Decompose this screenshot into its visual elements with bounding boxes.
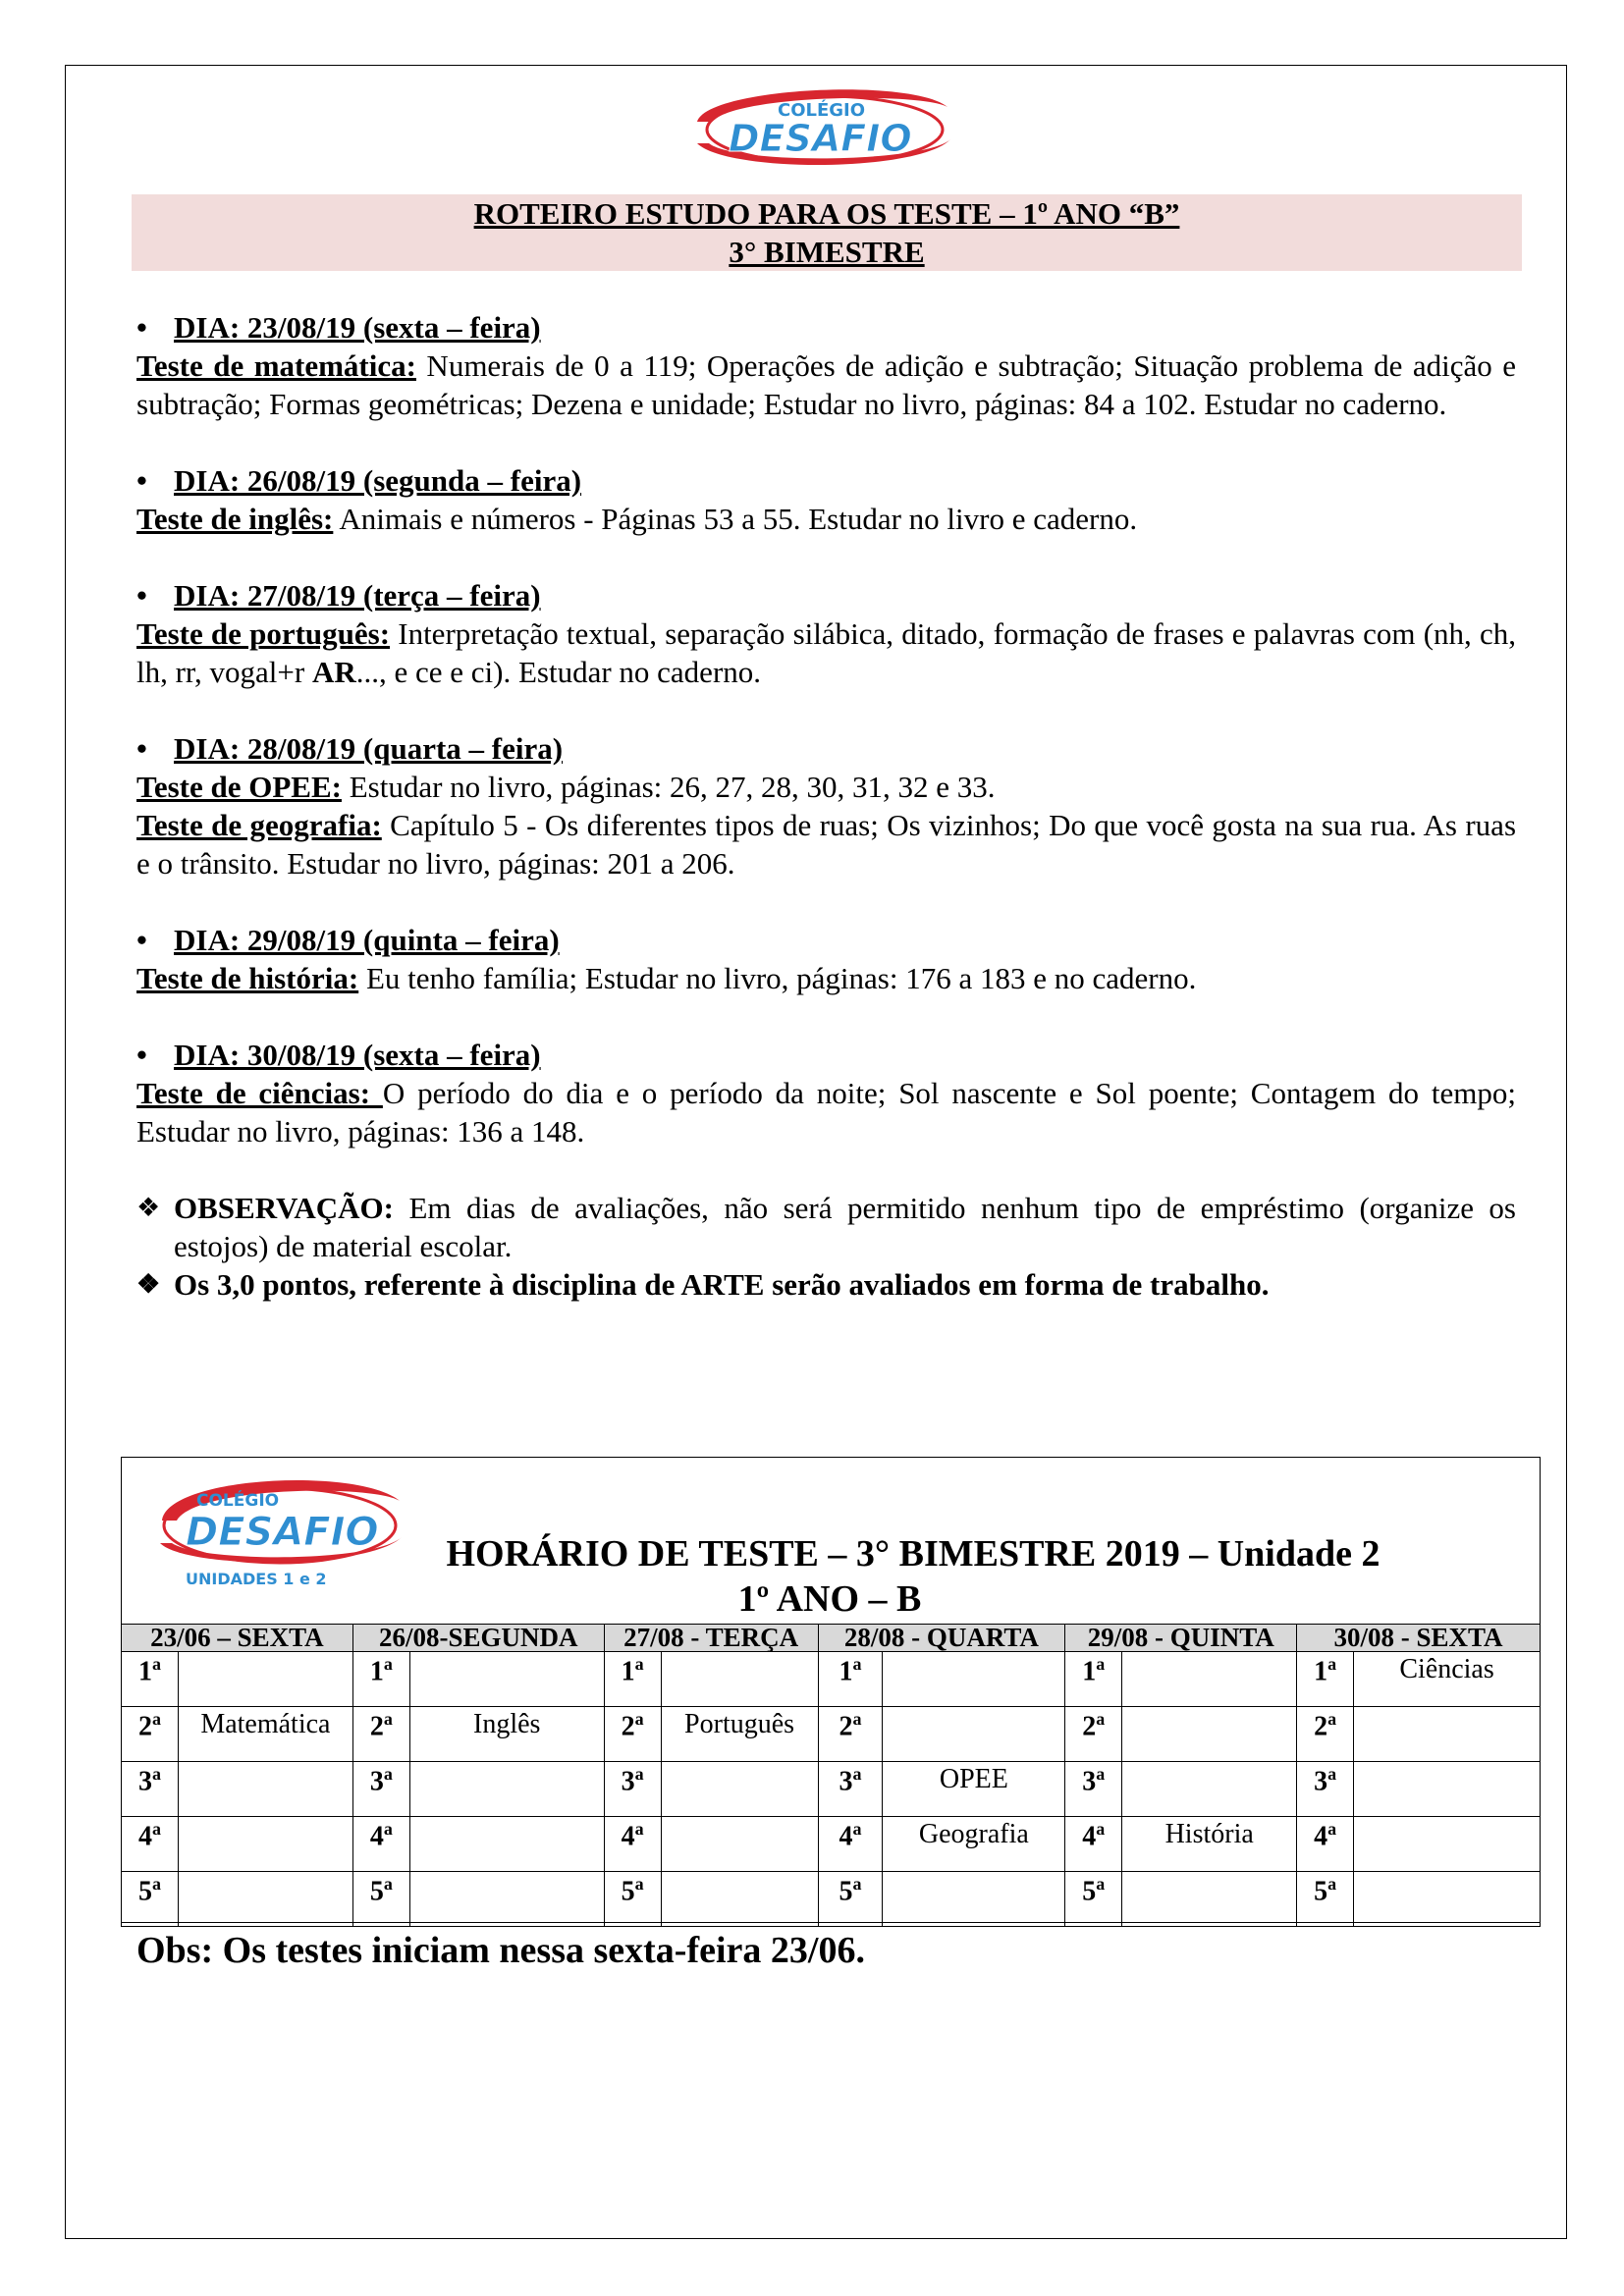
schedule-table [121, 1624, 1541, 1927]
subject-cell [661, 1652, 818, 1707]
day-heading: • DIA: 28/08/19 (quarta – feira) [136, 731, 564, 766]
subject-cell [661, 1817, 818, 1872]
subject-cell [883, 1652, 1065, 1707]
subject-entry: Teste de inglês: Animais e números - Páginas 53 a 55. Estudar no livro e caderno. [136, 502, 1138, 536]
schedule-title: HORÁRIO DE TESTE – 3° BIMESTRE 2019 – Unidade 2 [446, 1533, 1380, 1575]
period-number: 4$^a$ [604, 1817, 661, 1872]
day-section [136, 729, 1516, 882]
subject-entry: Teste de ciências: O período do dia e o período da noite; Sol nascente e Sol poente; Contagem do tempo; Estudar no livro, páginas: 136 a 148. [136, 1076, 1516, 1148]
period-number: 4$^a$ [1065, 1817, 1122, 1872]
subject-cell [661, 1762, 818, 1817]
subject-cell: Português [661, 1707, 818, 1762]
bullet-icon: • [136, 463, 147, 498]
subject-entry: Teste de história: Eu tenho família; Estudar no livro, páginas: 176 a 183 e no caderno. [136, 961, 1197, 995]
subject-cell [409, 1872, 604, 1927]
subject-cell: Matemática [178, 1707, 352, 1762]
table-row [122, 1817, 1541, 1872]
period-number: 2$^a$ [1297, 1707, 1354, 1762]
subject-cell [1354, 1817, 1541, 1872]
logo-text-desafio: DESAFIO [729, 117, 912, 160]
subject-entry: Teste de OPEE: Estudar no livro, páginas: 26, 27, 28, 30, 31, 32 e 33. [136, 770, 996, 804]
subject-cell [1122, 1762, 1297, 1817]
period-number: 5$^a$ [352, 1872, 409, 1927]
bullet-icon: • [136, 310, 147, 345]
schedule-header-row [122, 1625, 1541, 1652]
column-header: 29/08 - QUINTA [1065, 1625, 1297, 1652]
day-section [136, 576, 1516, 691]
subject-cell [409, 1817, 604, 1872]
day-section [136, 308, 1516, 423]
diamond-bullet-icon: ❖ [136, 1269, 161, 1299]
period-number: 1$^a$ [604, 1652, 661, 1707]
subject-cell [178, 1872, 352, 1927]
subject-cell [1354, 1707, 1541, 1762]
school-logo [668, 82, 962, 171]
day-section [136, 1036, 1516, 1150]
day-section [136, 461, 1516, 538]
day-heading: • DIA: 26/08/19 (segunda – feira) [136, 463, 582, 498]
subject-cell: História [1122, 1817, 1297, 1872]
subject-entry: Teste de geografia: Capítulo 5 - Os diferentes tipos de ruas; Os vizinhos; Do que você gosta na sua rua. As ruas e o trânsito. Estudar no livro, páginas: 201 a 206. [136, 808, 1517, 881]
period-number: 1$^a$ [352, 1652, 409, 1707]
subject-cell: Ciências [1354, 1652, 1541, 1707]
subject-cell [1122, 1872, 1297, 1927]
schedule-subtitle: 1º ANO – B [737, 1578, 922, 1620]
period-number: 3$^a$ [818, 1762, 883, 1817]
table-row [122, 1872, 1541, 1927]
period-number: 4$^a$ [352, 1817, 409, 1872]
school-logo-units [142, 1467, 407, 1592]
period-number: 1$^a$ [122, 1652, 179, 1707]
subject-cell [178, 1652, 352, 1707]
table-row [122, 1652, 1541, 1707]
period-number: 5$^a$ [122, 1872, 179, 1927]
period-number: 2$^a$ [604, 1707, 661, 1762]
subject-cell [883, 1707, 1065, 1762]
day-heading: • DIA: 29/08/19 (quinta – feira) [136, 923, 560, 957]
logo-text-units: UNIDADES 1 e 2 [186, 1570, 327, 1588]
period-number: 2$^a$ [818, 1707, 883, 1762]
subject-cell [178, 1762, 352, 1817]
period-number: 5$^a$ [1297, 1872, 1354, 1927]
footer-observation: Obs: Os testes iniciam nessa sexta-feira 23/06. [136, 1930, 865, 1971]
column-header: 26/08-SEGUNDA [352, 1625, 604, 1652]
period-number: 2$^a$ [122, 1707, 179, 1762]
subject-cell: Inglês [409, 1707, 604, 1762]
column-header: 28/08 - QUARTA [818, 1625, 1065, 1652]
observation-note: ❖ OBSERVAÇÃO: Em dias de avaliações, não será permitido nenhum tipo de empréstimo (organize os estojos) de material escolar. [136, 1191, 1516, 1263]
subject-entry: Teste de matemática: Numerais de 0 a 119; Operações de adição e subtração; Situação problema de adição e subtração; Formas geométricas; Dezena e unidade; Estudar no livro, páginas: 84 a 102. Estudar no caderno. [136, 348, 1516, 421]
column-header: 27/08 - TERÇA [604, 1625, 818, 1652]
period-number: 3$^a$ [604, 1762, 661, 1817]
subject-cell [661, 1872, 818, 1927]
bullet-icon: • [136, 578, 147, 613]
title-band [132, 194, 1522, 271]
period-number: 2$^a$ [352, 1707, 409, 1762]
day-heading: • DIA: 30/08/19 (sexta – feira) [136, 1038, 541, 1072]
period-number: 1$^a$ [818, 1652, 883, 1707]
subject-entry: Teste de português: Interpretação textual, separação silábica, ditado, formação de frases e palavras com (nh, ch, lh, rr, vogal+r AR..., e ce e ci). Estudar no caderno. [136, 616, 1516, 689]
day-heading: • DIA: 23/08/19 (sexta – feira) [136, 310, 541, 345]
logo-text-desafio: DESAFIO [186, 1510, 379, 1555]
bullet-icon: • [136, 1038, 147, 1072]
period-number: 3$^a$ [1297, 1762, 1354, 1817]
period-number: 4$^a$ [122, 1817, 179, 1872]
subject-cell [1122, 1707, 1297, 1762]
subject-cell [1354, 1872, 1541, 1927]
arte-note: ❖ Os 3,0 pontos, referente à disciplina de ARTE serão avaliados em forma de trabalho. [136, 1267, 1270, 1302]
subject-cell [409, 1652, 604, 1707]
logo-text-colegio: COLÉGIO [778, 100, 866, 121]
subject-cell [1122, 1652, 1297, 1707]
subject-cell [1354, 1762, 1541, 1817]
subject-cell: Geografia [883, 1817, 1065, 1872]
column-header: 30/08 - SEXTA [1297, 1625, 1541, 1652]
day-section [136, 921, 1516, 997]
subject-cell [178, 1817, 352, 1872]
table-row [122, 1762, 1541, 1817]
period-number: 5$^a$ [604, 1872, 661, 1927]
subject-cell [409, 1762, 604, 1817]
period-number: 3$^a$ [352, 1762, 409, 1817]
logo-text-colegio: COLÉGIO [196, 1491, 280, 1511]
diamond-bullet-icon: ❖ [136, 1193, 161, 1222]
period-number: 5$^a$ [1065, 1872, 1122, 1927]
bullet-icon: • [136, 923, 147, 957]
period-number: 1$^a$ [1297, 1652, 1354, 1707]
period-number: 4$^a$ [818, 1817, 883, 1872]
period-number: 3$^a$ [1065, 1762, 1122, 1817]
subject-cell [883, 1872, 1065, 1927]
period-number: 1$^a$ [1065, 1652, 1122, 1707]
subject-cell: OPEE [883, 1762, 1065, 1817]
bullet-icon: • [136, 731, 147, 766]
period-number: 5$^a$ [818, 1872, 883, 1927]
page-subtitle: 3° BIMESTRE [729, 235, 925, 269]
table-row [122, 1707, 1541, 1762]
period-number: 2$^a$ [1065, 1707, 1122, 1762]
column-header: 23/06 – SEXTA [122, 1625, 353, 1652]
period-number: 4$^a$ [1297, 1817, 1354, 1872]
day-heading: • DIA: 27/08/19 (terça – feira) [136, 578, 541, 613]
page-title: ROTEIRO ESTUDO PARA OS TESTE – 1º ANO “B” [473, 196, 1180, 231]
study-guide [136, 308, 1516, 1304]
period-number: 3$^a$ [122, 1762, 179, 1817]
